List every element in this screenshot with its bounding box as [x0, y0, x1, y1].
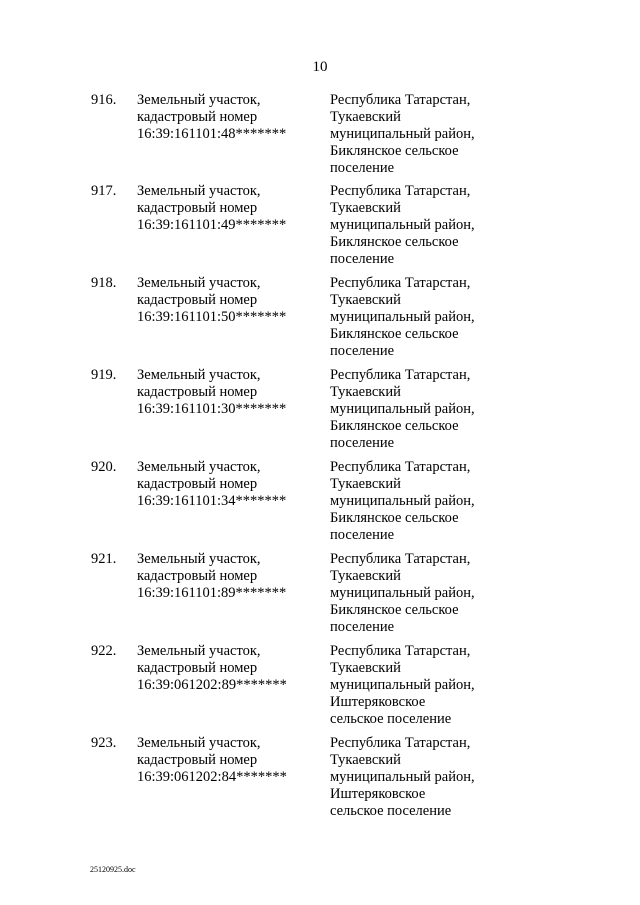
location-line: муниципальный район,: [330, 401, 475, 417]
entry-description: [137, 183, 322, 234]
entry-location: [330, 92, 580, 177]
entry-number: 923.: [91, 735, 117, 751]
location-line: муниципальный район,: [330, 769, 475, 785]
list-item: [0, 367, 640, 457]
description-line: кадастровый номер: [137, 568, 258, 584]
list-item: [0, 551, 640, 641]
description-line: Земельный участок,: [137, 275, 261, 291]
location-line: Республика Татарстан,: [330, 735, 471, 751]
location-line: Тукаевский: [330, 476, 401, 492]
location-line: Тукаевский: [330, 200, 401, 216]
list-item: [0, 92, 640, 182]
entry-location: [330, 367, 580, 452]
list-item: [0, 459, 640, 549]
location-line: Тукаевский: [330, 660, 401, 676]
location-line: Иштеряковское: [330, 694, 426, 710]
description-line: кадастровый номер: [137, 476, 258, 492]
location-line: сельское поселение: [330, 803, 452, 819]
location-line: Биклянское сельское: [330, 234, 459, 250]
location-line: Республика Татарстан,: [330, 643, 471, 659]
location-line: Тукаевский: [330, 752, 401, 768]
list-item: [0, 183, 640, 273]
location-line: поселение: [330, 527, 395, 543]
description-line: Земельный участок,: [137, 183, 261, 199]
location-line: муниципальный район,: [330, 493, 475, 509]
cadastral-number: 16:39:161101:50*******: [137, 309, 287, 325]
location-line: муниципальный район,: [330, 585, 475, 601]
list-item: [0, 735, 640, 825]
location-line: Биклянское сельское: [330, 602, 459, 618]
cadastral-number: 16:39:161101:30*******: [137, 401, 287, 417]
location-line: Тукаевский: [330, 109, 401, 125]
location-line: Иштеряковское: [330, 786, 426, 802]
entry-description: [137, 459, 322, 510]
cadastral-number: 16:39:061202:84*******: [137, 769, 287, 785]
page-number: 10: [312, 59, 328, 75]
location-line: Биклянское сельское: [330, 326, 459, 342]
location-line: Тукаевский: [330, 292, 401, 308]
document-filename: 25120925.doc: [90, 865, 136, 874]
location-line: муниципальный район,: [330, 309, 475, 325]
location-line: сельское поселение: [330, 711, 452, 727]
entry-number: 920.: [91, 459, 117, 475]
cadastral-number: 16:39:161101:34*******: [137, 493, 287, 509]
location-line: поселение: [330, 343, 395, 359]
description-line: Земельный участок,: [137, 367, 261, 383]
entry-location: [330, 183, 580, 268]
location-line: Тукаевский: [330, 384, 401, 400]
cadastral-number: 16:39:161101:48*******: [137, 126, 287, 142]
cadastral-number: 16:39:161101:49*******: [137, 217, 287, 233]
location-line: поселение: [330, 160, 395, 176]
entry-description: [137, 367, 322, 418]
entry-description: [137, 275, 322, 326]
description-line: кадастровый номер: [137, 109, 258, 125]
entry-description: [137, 643, 322, 694]
location-line: Тукаевский: [330, 568, 401, 584]
location-line: муниципальный район,: [330, 217, 475, 233]
list-item: [0, 643, 640, 733]
location-line: Республика Татарстан,: [330, 92, 471, 108]
location-line: поселение: [330, 619, 395, 635]
location-line: муниципальный район,: [330, 126, 475, 142]
description-line: кадастровый номер: [137, 200, 258, 216]
entry-description: [137, 92, 322, 143]
list-item: [0, 275, 640, 365]
location-line: Республика Татарстан,: [330, 183, 471, 199]
description-line: Земельный участок,: [137, 551, 261, 567]
entry-location: [330, 459, 580, 544]
description-line: кадастровый номер: [137, 292, 258, 308]
entry-number: 917.: [91, 183, 117, 199]
entry-location: [330, 275, 580, 360]
location-line: муниципальный район,: [330, 677, 475, 693]
entry-number: 919.: [91, 367, 117, 383]
entry-location: [330, 643, 580, 728]
entry-location: [330, 551, 580, 636]
entry-description: [137, 735, 322, 786]
description-line: Земельный участок,: [137, 735, 261, 751]
location-line: Республика Татарстан,: [330, 551, 471, 567]
location-line: Биклянское сельское: [330, 418, 459, 434]
description-line: кадастровый номер: [137, 660, 258, 676]
cadastral-number: 16:39:061202:89*******: [137, 677, 287, 693]
description-line: кадастровый номер: [137, 752, 258, 768]
cadastral-number: 16:39:161101:89*******: [137, 585, 287, 601]
description-line: Земельный участок,: [137, 643, 261, 659]
location-line: Биклянское сельское: [330, 143, 459, 159]
entry-number: 922.: [91, 643, 117, 659]
entry-number: 921.: [91, 551, 117, 567]
entry-number: 918.: [91, 275, 117, 291]
location-line: поселение: [330, 435, 395, 451]
location-line: Республика Татарстан,: [330, 459, 471, 475]
description-line: Земельный участок,: [137, 459, 261, 475]
location-line: Республика Татарстан,: [330, 275, 471, 291]
entry-location: [330, 735, 580, 820]
location-line: Биклянское сельское: [330, 510, 459, 526]
location-line: поселение: [330, 251, 395, 267]
description-line: Земельный участок,: [137, 92, 261, 108]
location-line: Республика Татарстан,: [330, 367, 471, 383]
entry-number: 916.: [91, 92, 117, 108]
description-line: кадастровый номер: [137, 384, 258, 400]
entry-description: [137, 551, 322, 602]
